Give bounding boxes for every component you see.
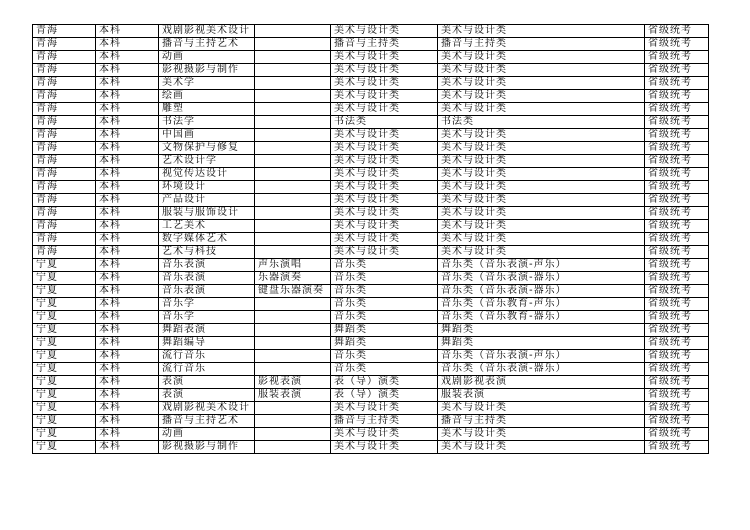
province-cell: 青海 <box>33 220 96 233</box>
province-cell: 青海 <box>33 207 96 220</box>
category-cell: 美术与设计类 <box>331 402 438 415</box>
province-cell: 宁夏 <box>33 363 96 376</box>
category-cell: 美术与设计类 <box>331 77 438 90</box>
direction-cell: 乐器演奏 <box>255 272 331 285</box>
direction-cell <box>255 324 331 337</box>
major-cell: 产品设计 <box>159 194 255 207</box>
table-row <box>33 311 709 324</box>
method-cell: 省级统考 <box>645 441 709 454</box>
subcategory-cell: 音乐类（音乐教育-器乐） <box>438 311 645 324</box>
level-cell: 本科 <box>96 77 159 90</box>
method-cell: 省级统考 <box>645 324 709 337</box>
direction-cell <box>255 64 331 77</box>
category-cell: 舞蹈类 <box>331 337 438 350</box>
province-cell: 青海 <box>33 246 96 259</box>
major-cell: 动画 <box>159 428 255 441</box>
table-row <box>33 103 709 116</box>
direction-cell <box>255 116 331 129</box>
direction-cell <box>255 51 331 64</box>
method-cell: 省级统考 <box>645 64 709 77</box>
table-row <box>33 90 709 103</box>
direction-cell <box>255 246 331 259</box>
level-cell: 本科 <box>96 324 159 337</box>
major-cell: 动画 <box>159 51 255 64</box>
direction-cell <box>255 181 331 194</box>
direction-cell <box>255 415 331 428</box>
table-row <box>33 142 709 155</box>
category-cell: 美术与设计类 <box>331 155 438 168</box>
province-cell: 宁夏 <box>33 298 96 311</box>
major-cell: 音乐学 <box>159 298 255 311</box>
level-cell: 本科 <box>96 194 159 207</box>
method-cell: 省级统考 <box>645 285 709 298</box>
province-cell: 青海 <box>33 38 96 51</box>
table-row <box>33 363 709 376</box>
major-cell: 艺术设计学 <box>159 155 255 168</box>
subcategory-cell: 美术与设计类 <box>438 64 645 77</box>
table-row <box>33 259 709 272</box>
category-cell: 美术与设计类 <box>331 51 438 64</box>
method-cell: 省级统考 <box>645 155 709 168</box>
subcategory-cell: 书法类 <box>438 116 645 129</box>
table-row <box>33 233 709 246</box>
major-cell: 播音与主持艺术 <box>159 38 255 51</box>
province-cell: 宁夏 <box>33 324 96 337</box>
method-cell: 省级统考 <box>645 233 709 246</box>
direction-cell <box>255 350 331 363</box>
table-row <box>33 285 709 298</box>
province-cell: 宁夏 <box>33 285 96 298</box>
method-cell: 省级统考 <box>645 116 709 129</box>
subcategory-cell: 播音与主持类 <box>438 415 645 428</box>
province-cell: 青海 <box>33 129 96 142</box>
subcategory-cell: 美术与设计类 <box>438 77 645 90</box>
method-cell: 省级统考 <box>645 259 709 272</box>
province-cell: 青海 <box>33 51 96 64</box>
major-cell: 视觉传达设计 <box>159 168 255 181</box>
subcategory-cell: 播音与主持类 <box>438 38 645 51</box>
subcategory-cell: 舞蹈类 <box>438 337 645 350</box>
category-cell: 美术与设计类 <box>331 233 438 246</box>
direction-cell <box>255 402 331 415</box>
level-cell: 本科 <box>96 415 159 428</box>
table-row <box>33 246 709 259</box>
major-cell: 中国画 <box>159 129 255 142</box>
table-row <box>33 324 709 337</box>
category-cell: 舞蹈类 <box>331 324 438 337</box>
province-cell: 青海 <box>33 77 96 90</box>
province-cell: 青海 <box>33 90 96 103</box>
category-cell: 音乐类 <box>331 311 438 324</box>
major-cell: 流行音乐 <box>159 350 255 363</box>
direction-cell: 影视表演 <box>255 376 331 389</box>
method-cell: 省级统考 <box>645 350 709 363</box>
method-cell: 省级统考 <box>645 298 709 311</box>
table-row <box>33 51 709 64</box>
level-cell: 本科 <box>96 376 159 389</box>
province-cell: 宁夏 <box>33 389 96 402</box>
direction-cell <box>255 233 331 246</box>
level-cell: 本科 <box>96 129 159 142</box>
level-cell: 本科 <box>96 51 159 64</box>
table-row <box>33 389 709 402</box>
subcategory-cell: 音乐类（音乐表演-器乐） <box>438 285 645 298</box>
subcategory-cell: 戏剧影视表演 <box>438 376 645 389</box>
subcategory-cell: 音乐类（音乐教育-声乐） <box>438 298 645 311</box>
method-cell: 省级统考 <box>645 311 709 324</box>
province-cell: 青海 <box>33 64 96 77</box>
direction-cell: 声乐演唱 <box>255 259 331 272</box>
method-cell: 省级统考 <box>645 363 709 376</box>
direction-cell <box>255 194 331 207</box>
method-cell: 省级统考 <box>645 246 709 259</box>
category-cell: 书法类 <box>331 116 438 129</box>
table-body <box>33 25 709 454</box>
level-cell: 本科 <box>96 64 159 77</box>
province-cell: 宁夏 <box>33 259 96 272</box>
method-cell: 省级统考 <box>645 181 709 194</box>
table-row <box>33 415 709 428</box>
level-cell: 本科 <box>96 428 159 441</box>
direction-cell <box>255 142 331 155</box>
method-cell: 省级统考 <box>645 415 709 428</box>
method-cell: 省级统考 <box>645 168 709 181</box>
level-cell: 本科 <box>96 363 159 376</box>
category-cell: 美术与设计类 <box>331 181 438 194</box>
subcategory-cell: 美术与设计类 <box>438 155 645 168</box>
level-cell: 本科 <box>96 116 159 129</box>
subcategory-cell: 美术与设计类 <box>438 25 645 38</box>
subcategory-cell: 音乐类（音乐表演-声乐） <box>438 259 645 272</box>
major-cell: 影视摄影与制作 <box>159 441 255 454</box>
level-cell: 本科 <box>96 272 159 285</box>
major-cell: 舞蹈表演 <box>159 324 255 337</box>
major-cell: 音乐表演 <box>159 272 255 285</box>
table-row <box>33 441 709 454</box>
category-cell: 音乐类 <box>331 298 438 311</box>
method-cell: 省级统考 <box>645 272 709 285</box>
major-cell: 戏剧影视美术设计 <box>159 402 255 415</box>
table-row <box>33 402 709 415</box>
subcategory-cell: 美术与设计类 <box>438 168 645 181</box>
method-cell: 省级统考 <box>645 402 709 415</box>
direction-cell <box>255 168 331 181</box>
direction-cell <box>255 103 331 116</box>
category-cell: 美术与设计类 <box>331 194 438 207</box>
category-cell: 美术与设计类 <box>331 246 438 259</box>
subcategory-cell: 美术与设计类 <box>438 207 645 220</box>
subcategory-cell: 美术与设计类 <box>438 51 645 64</box>
direction-cell <box>255 155 331 168</box>
province-cell: 青海 <box>33 168 96 181</box>
province-cell: 青海 <box>33 181 96 194</box>
table-row <box>33 220 709 233</box>
table-row <box>33 194 709 207</box>
category-cell: 美术与设计类 <box>331 90 438 103</box>
direction-cell <box>255 441 331 454</box>
category-cell: 美术与设计类 <box>331 103 438 116</box>
level-cell: 本科 <box>96 233 159 246</box>
direction-cell <box>255 298 331 311</box>
method-cell: 省级统考 <box>645 103 709 116</box>
subcategory-cell: 美术与设计类 <box>438 181 645 194</box>
subcategory-cell: 美术与设计类 <box>438 194 645 207</box>
major-cell: 播音与主持艺术 <box>159 415 255 428</box>
major-cell: 服装与服饰设计 <box>159 207 255 220</box>
major-cell: 表演 <box>159 376 255 389</box>
subcategory-cell: 美术与设计类 <box>438 129 645 142</box>
category-cell: 音乐类 <box>331 363 438 376</box>
subcategory-cell: 美术与设计类 <box>438 246 645 259</box>
method-cell: 省级统考 <box>645 376 709 389</box>
subcategory-cell: 舞蹈类 <box>438 324 645 337</box>
category-cell: 音乐类 <box>331 285 438 298</box>
level-cell: 本科 <box>96 220 159 233</box>
major-cell: 数字媒体艺术 <box>159 233 255 246</box>
province-cell: 青海 <box>33 155 96 168</box>
method-cell: 省级统考 <box>645 90 709 103</box>
province-cell: 宁夏 <box>33 337 96 350</box>
level-cell: 本科 <box>96 389 159 402</box>
direction-cell <box>255 207 331 220</box>
province-cell: 青海 <box>33 25 96 38</box>
level-cell: 本科 <box>96 285 159 298</box>
direction-cell <box>255 90 331 103</box>
province-cell: 青海 <box>33 194 96 207</box>
major-cell: 表演 <box>159 389 255 402</box>
method-cell: 省级统考 <box>645 129 709 142</box>
level-cell: 本科 <box>96 90 159 103</box>
table-row <box>33 155 709 168</box>
method-cell: 省级统考 <box>645 337 709 350</box>
admission-table <box>32 24 709 454</box>
major-cell: 书法学 <box>159 116 255 129</box>
subcategory-cell: 美术与设计类 <box>438 90 645 103</box>
category-cell: 美术与设计类 <box>331 129 438 142</box>
major-cell: 艺术与科技 <box>159 246 255 259</box>
table-row <box>33 116 709 129</box>
method-cell: 省级统考 <box>645 25 709 38</box>
category-cell: 表（导）演类 <box>331 389 438 402</box>
table-row <box>33 337 709 350</box>
subcategory-cell: 美术与设计类 <box>438 233 645 246</box>
direction-cell <box>255 25 331 38</box>
major-cell: 音乐表演 <box>159 259 255 272</box>
province-cell: 宁夏 <box>33 376 96 389</box>
table-row <box>33 38 709 51</box>
direction-cell <box>255 129 331 142</box>
direction-cell: 键盘乐器演奏 <box>255 285 331 298</box>
method-cell: 省级统考 <box>645 389 709 402</box>
province-cell: 宁夏 <box>33 402 96 415</box>
level-cell: 本科 <box>96 337 159 350</box>
level-cell: 本科 <box>96 207 159 220</box>
method-cell: 省级统考 <box>645 77 709 90</box>
major-cell: 环境设计 <box>159 181 255 194</box>
level-cell: 本科 <box>96 181 159 194</box>
major-cell: 舞蹈编导 <box>159 337 255 350</box>
major-cell: 音乐表演 <box>159 285 255 298</box>
major-cell: 音乐学 <box>159 311 255 324</box>
category-cell: 美术与设计类 <box>331 64 438 77</box>
category-cell: 美术与设计类 <box>331 25 438 38</box>
province-cell: 青海 <box>33 142 96 155</box>
province-cell: 宁夏 <box>33 441 96 454</box>
level-cell: 本科 <box>96 311 159 324</box>
province-cell: 宁夏 <box>33 311 96 324</box>
table-row <box>33 428 709 441</box>
major-cell: 雕塑 <box>159 103 255 116</box>
method-cell: 省级统考 <box>645 207 709 220</box>
method-cell: 省级统考 <box>645 220 709 233</box>
major-cell: 美术学 <box>159 77 255 90</box>
level-cell: 本科 <box>96 350 159 363</box>
major-cell: 绘画 <box>159 90 255 103</box>
table-row <box>33 77 709 90</box>
method-cell: 省级统考 <box>645 51 709 64</box>
subcategory-cell: 音乐类（音乐表演-声乐） <box>438 350 645 363</box>
category-cell: 表（导）演类 <box>331 376 438 389</box>
level-cell: 本科 <box>96 142 159 155</box>
subcategory-cell: 美术与设计类 <box>438 428 645 441</box>
table-row <box>33 129 709 142</box>
level-cell: 本科 <box>96 298 159 311</box>
method-cell: 省级统考 <box>645 428 709 441</box>
table-row <box>33 25 709 38</box>
direction-cell <box>255 428 331 441</box>
category-cell: 音乐类 <box>331 272 438 285</box>
province-cell: 宁夏 <box>33 272 96 285</box>
level-cell: 本科 <box>96 25 159 38</box>
direction-cell <box>255 337 331 350</box>
level-cell: 本科 <box>96 402 159 415</box>
province-cell: 宁夏 <box>33 428 96 441</box>
category-cell: 音乐类 <box>331 350 438 363</box>
table-row <box>33 207 709 220</box>
direction-cell <box>255 38 331 51</box>
level-cell: 本科 <box>96 103 159 116</box>
subcategory-cell: 美术与设计类 <box>438 103 645 116</box>
category-cell: 美术与设计类 <box>331 207 438 220</box>
table-row <box>33 168 709 181</box>
table-row <box>33 350 709 363</box>
subcategory-cell: 音乐类（音乐表演-器乐） <box>438 363 645 376</box>
level-cell: 本科 <box>96 259 159 272</box>
method-cell: 省级统考 <box>645 194 709 207</box>
subcategory-cell: 美术与设计类 <box>438 220 645 233</box>
level-cell: 本科 <box>96 168 159 181</box>
category-cell: 播音与主持类 <box>331 38 438 51</box>
direction-cell <box>255 220 331 233</box>
subcategory-cell: 美术与设计类 <box>438 402 645 415</box>
table-row <box>33 64 709 77</box>
province-cell: 青海 <box>33 116 96 129</box>
subcategory-cell: 美术与设计类 <box>438 441 645 454</box>
level-cell: 本科 <box>96 155 159 168</box>
direction-cell <box>255 77 331 90</box>
province-cell: 宁夏 <box>33 350 96 363</box>
subcategory-cell: 服装表演 <box>438 389 645 402</box>
province-cell: 宁夏 <box>33 415 96 428</box>
major-cell: 影视摄影与制作 <box>159 64 255 77</box>
direction-cell: 服装表演 <box>255 389 331 402</box>
subcategory-cell: 美术与设计类 <box>438 142 645 155</box>
major-cell: 戏剧影视美术设计 <box>159 25 255 38</box>
method-cell: 省级统考 <box>645 38 709 51</box>
level-cell: 本科 <box>96 246 159 259</box>
subcategory-cell: 音乐类（音乐表演-器乐） <box>438 272 645 285</box>
direction-cell <box>255 363 331 376</box>
category-cell: 美术与设计类 <box>331 428 438 441</box>
category-cell: 美术与设计类 <box>331 441 438 454</box>
major-cell: 工艺美术 <box>159 220 255 233</box>
table-row <box>33 376 709 389</box>
category-cell: 美术与设计类 <box>331 142 438 155</box>
direction-cell <box>255 311 331 324</box>
major-cell: 文物保护与修复 <box>159 142 255 155</box>
category-cell: 美术与设计类 <box>331 220 438 233</box>
level-cell: 本科 <box>96 38 159 51</box>
province-cell: 青海 <box>33 233 96 246</box>
category-cell: 播音与主持类 <box>331 415 438 428</box>
level-cell: 本科 <box>96 441 159 454</box>
table-row <box>33 272 709 285</box>
province-cell: 青海 <box>33 103 96 116</box>
major-cell: 流行音乐 <box>159 363 255 376</box>
category-cell: 美术与设计类 <box>331 168 438 181</box>
table-row <box>33 181 709 194</box>
table-row <box>33 298 709 311</box>
method-cell: 省级统考 <box>645 142 709 155</box>
category-cell: 音乐类 <box>331 259 438 272</box>
